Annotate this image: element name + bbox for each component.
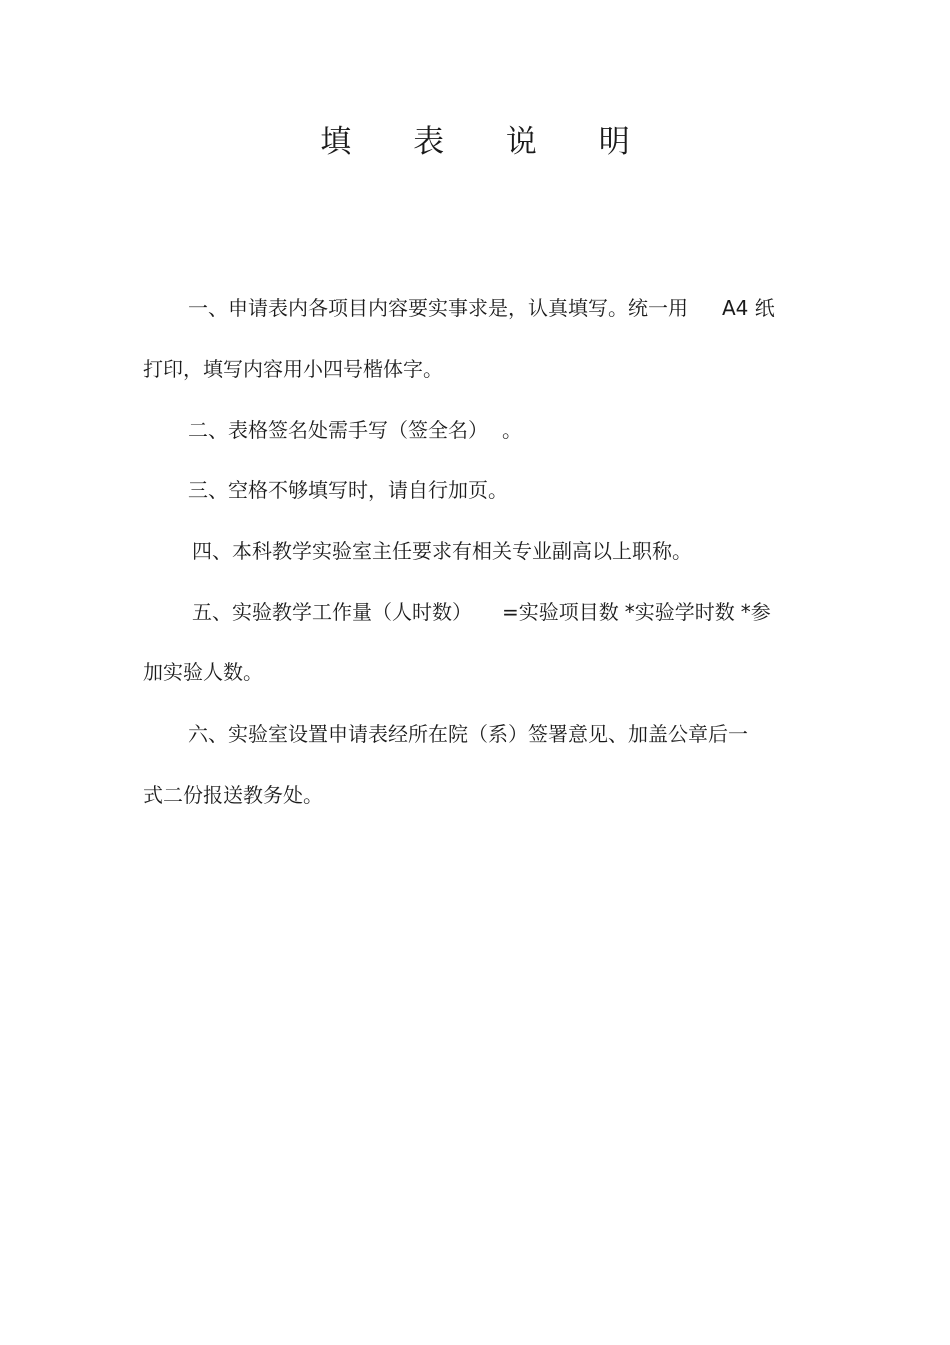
item-5-text: 五、实验教学工作量（人时数） (192, 600, 472, 624)
item-2-text: 二、表格签名处需手写（签全名） (188, 418, 488, 442)
item-5-line-1 (192, 597, 771, 627)
item-5-line-2: 加实验人数。 (143, 660, 263, 684)
item-1-line-2: 打印，填写内容用小四号楷体字。 (143, 357, 443, 381)
item-6-line-1: 六、实验室设置申请表经所在院（系）签署意见、加盖公章后一 (188, 722, 748, 746)
item-3: 三、空格不够填写时，请自行加页。 (188, 478, 508, 502)
item-2 (188, 415, 522, 445)
item-5-formula-c: *参 (740, 600, 771, 624)
item-5-formula-b: *实验学时数 (624, 600, 735, 624)
item-2-period: 。 (502, 418, 522, 442)
item-1-paper-size: A4 纸 (722, 296, 775, 320)
item-5-formula-a: =实验项目数 (502, 600, 619, 624)
item-6-line-2: 式二份报送教务处。 (143, 783, 323, 807)
item-4: 四、本科教学实验室主任要求有相关专业副高以上职称。 (192, 539, 692, 563)
item-1-line-1 (188, 293, 775, 323)
page-title: 填 表 说 明 (320, 124, 656, 160)
item-1-text: 一、申请表内各项目内容要实事求是，认真填写。统一用 (188, 296, 688, 320)
